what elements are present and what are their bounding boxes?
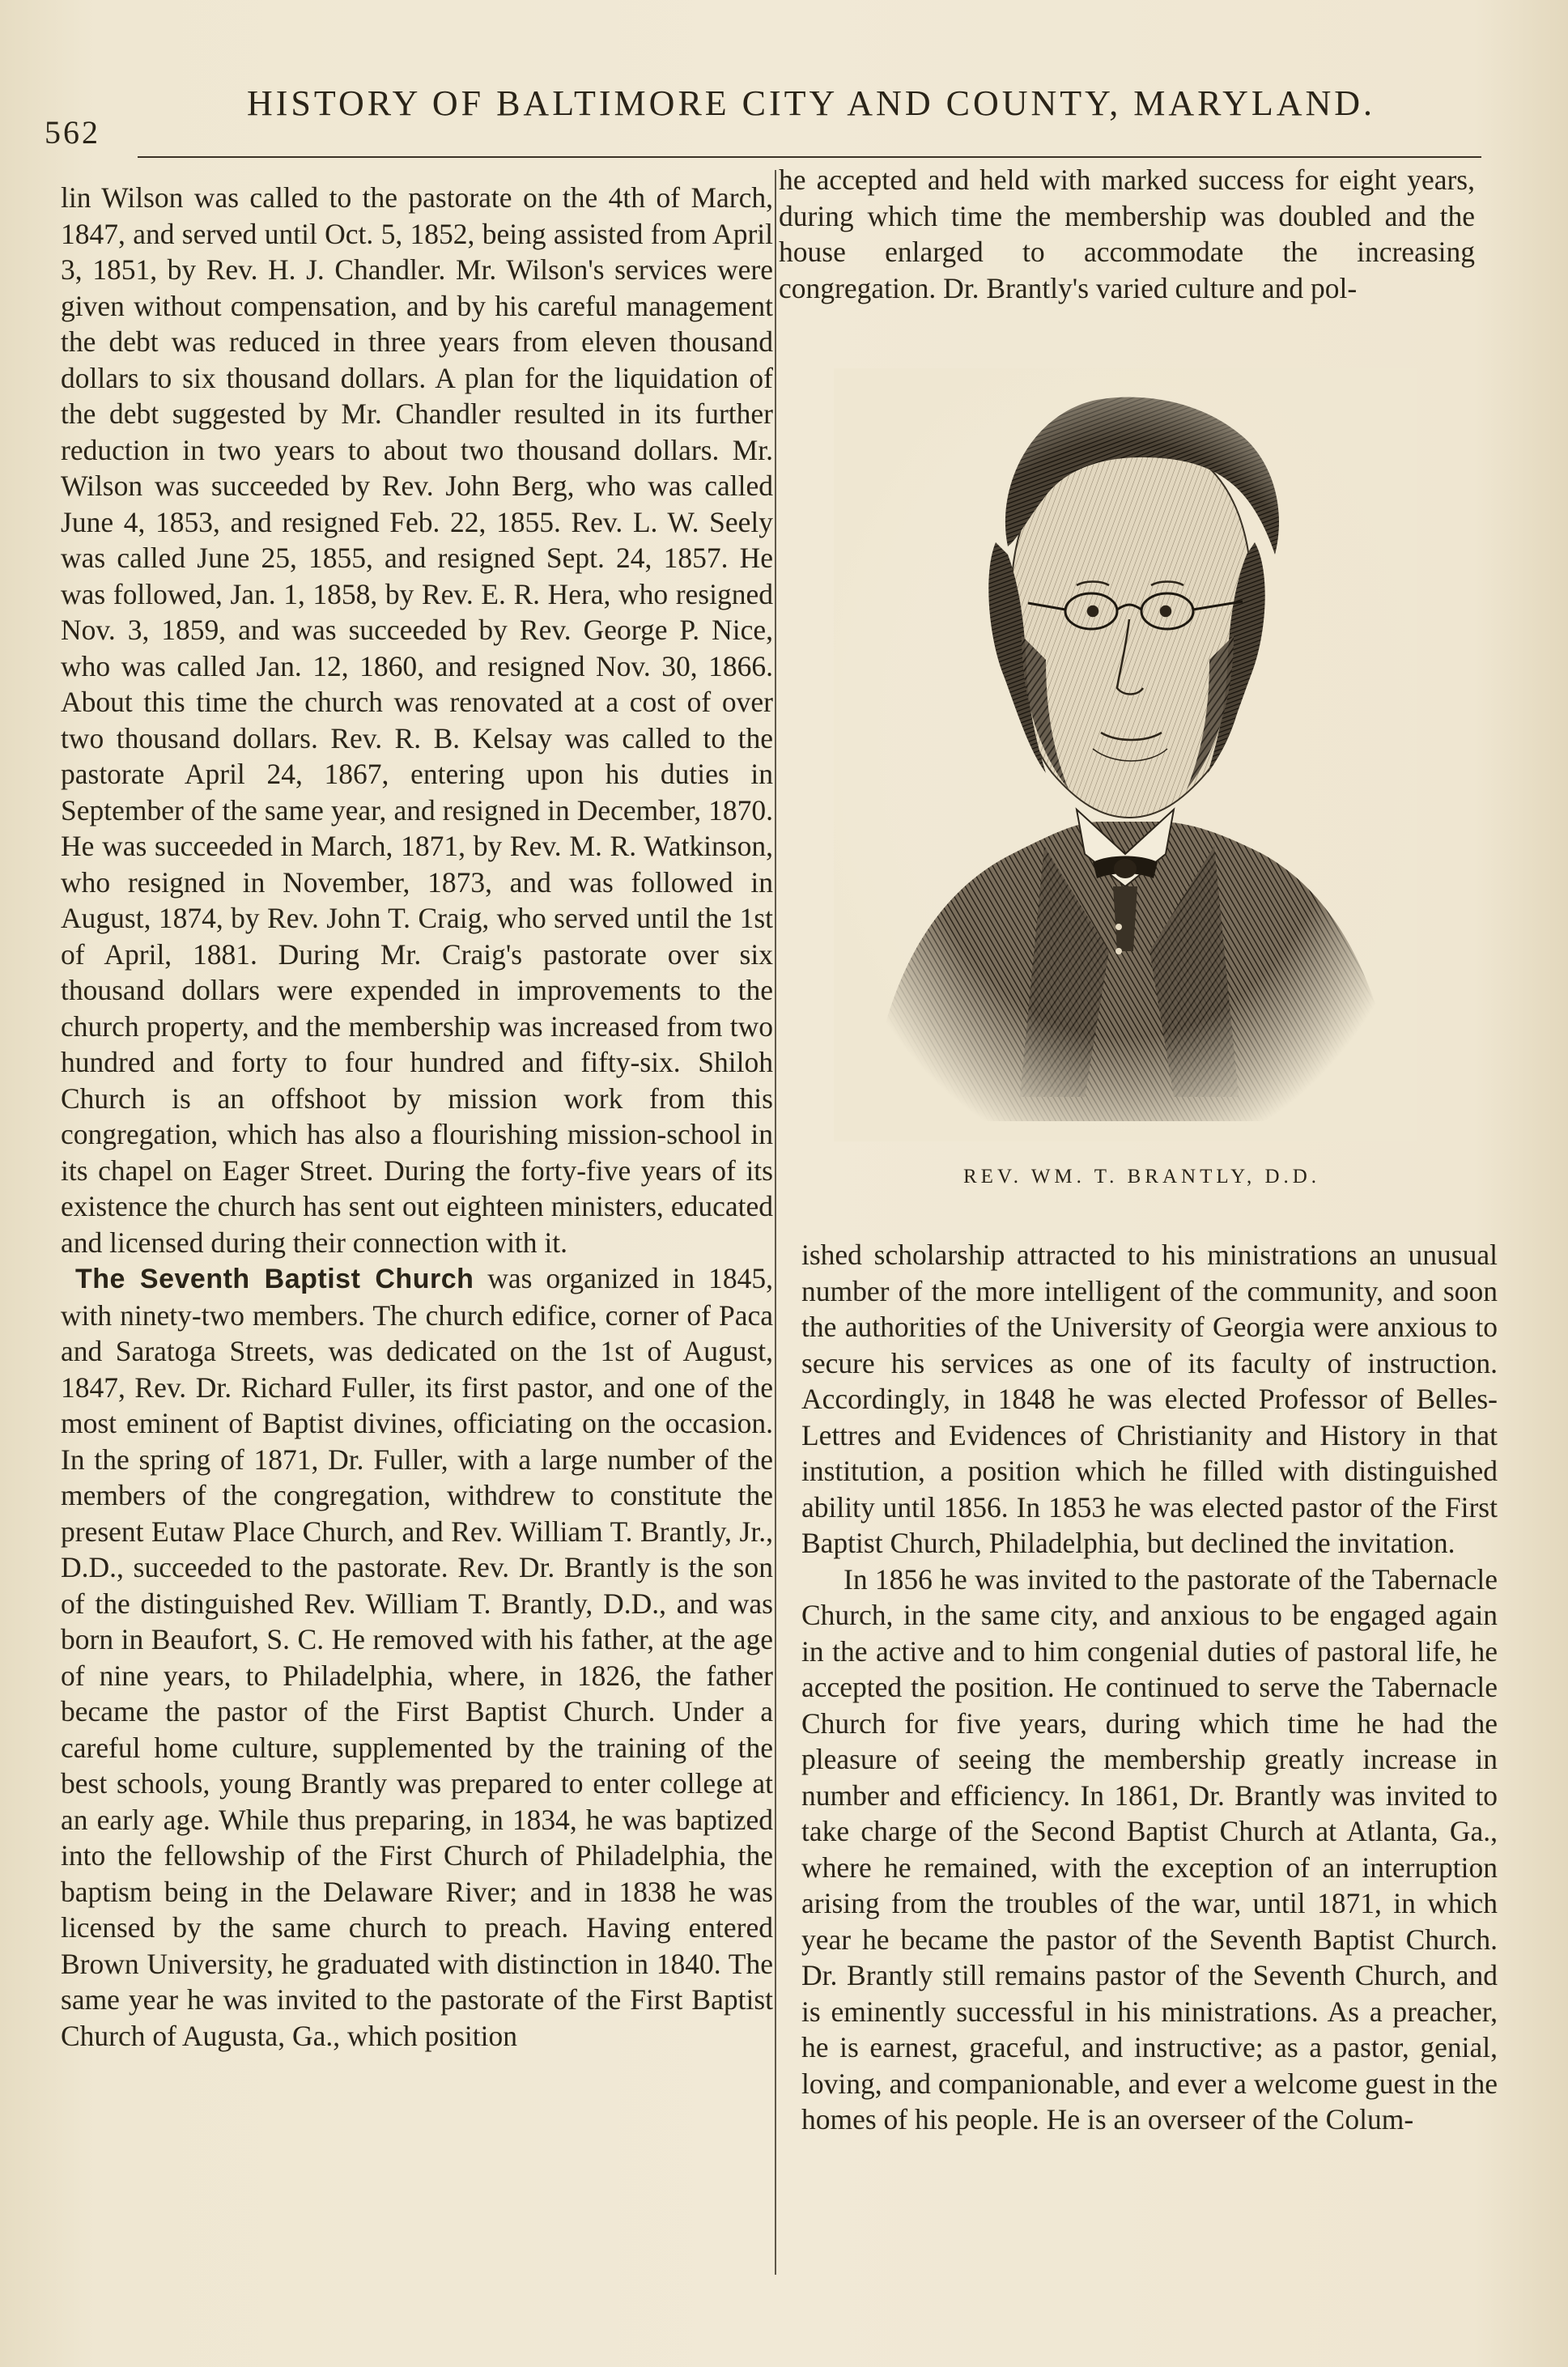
running-title: HISTORY OF BALTIMORE CITY AND COUNTY, MARYLAND. bbox=[247, 83, 1376, 123]
paragraph-seventh-baptist bbox=[61, 1260, 773, 2054]
left-column bbox=[61, 180, 773, 2054]
portrait-caption: REV. WM. T. BRANTLY, D.D. bbox=[963, 1166, 1321, 1188]
page-header bbox=[45, 83, 1485, 151]
portrait-engraving bbox=[834, 368, 1417, 1141]
column-divider bbox=[775, 170, 776, 2275]
page-number: 562 bbox=[45, 114, 100, 151]
section-lead-in: The Seventh Baptist Church bbox=[75, 1264, 474, 1294]
paragraph-tabernacle: In 1856 he was invited to the pastorate of the Tabernacle Church, in the same city, and anxious to be engaged again in the active and to him congenial duties of pastoral life, he accepted the position. He continued to serve the Tabernacle Church for five years, during which time he had the pleasure of seeing the membership greatly increase in number and efficiency. In 1861, Dr. Brantly was invited to take charge of the Second Baptist Church at Atlanta, Ga., where he remained, with the exception of an interruption arising from the troubles of the war, until 1871, in which year he became the pastor of the Seventh Baptist Church. Dr. Brantly still remains pastor of the Seventh Church, and is eminently successful in his ministrations. As a preacher, he is earnest, graceful, and instructive; as a pastor, genial, loving, and companionable, and ever a welcome guest in the homes of his people. He is an overseer of the Colum- bbox=[801, 1562, 1498, 2135]
header-rule bbox=[138, 156, 1481, 158]
paragraph-seventh-baptist-text: was organized in 1845, with ninety-two members. The church edifice, corner of Paca and Saratoga Streets, was dedicated on the 1st of August, 1847, Rev. Dr. Richard Fuller, its first pastor, and one of the most eminent of Baptist divines, officiating on the occasion. In the spring of 1871, Dr. Fuller, with a large number of the members of the congregation, withdrew to constitute the present Eutaw Place Church, and Rev. William T. Brantly, Jr., D.D., succeeded to the pastorate. Rev. Dr. Brantly is the son of the distinguished Rev. William T. Brantly, D.D., and was born in Beaufort, S. C. He removed with his father, at the age of nine years, to Philadelphia, where, in 1826, the father became the pastor of the First Baptist Church. Under a careful home culture, supplemented by the training of the best schools, young Brantly was prepared to enter college at an early age. While thus preparing, in 1834, he was baptized into the fellowship of the First Church of Philadelphia, the baptism being in the Delaware River; and in 1838 he was licensed by the same church to preach. Having entered Brown University, he graduated with distinction in 1840. The same year he was invited to the pastorate of the First Baptist Church of Augusta, Ga., which position bbox=[61, 1262, 774, 2052]
right-column-bottom bbox=[801, 1237, 1498, 2138]
paragraph-wilson-pastorate: lin Wilson was called to the pastorate on the 4th of March, 1847, and served until Oct. 5, 1852, being assisted from April 3, 1851, by Rev. H. J. Chandler. Mr. Wilson's services were given without compensation, and by his careful management the debt was reduced in three years from eleven thousand dollars to six thousand dollars. A plan for the liquidation of the debt suggested by Mr. Chandler resulted in its further reduction in two years to about two thousand dollars. Mr. Wilson was succeeded by Rev. John Berg, who was called June 4, 1853, and resigned Feb. 22, 1855. Rev. L. W. Seely was called June 25, 1855, and resigned Sept. 24, 1857. He was followed, Jan. 1, 1858, by Rev. E. R. Hera, who resigned Nov. 3, 1859, and was succeeded by Rev. George P. Nice, who was called Jan. 12, 1860, and resigned Nov. 30, 1866. About this time the church was renovated at a cost of over two thousand dollars. Rev. R. B. Kelsay was called to the pastorate April 24, 1867, entering upon his duties in September of the same year, and resigned in December, 1870. He was succeeded in March, 1871, by Rev. M. R. Watkinson, who resigned in November, 1873, and was followed in August, 1874, by Rev. John T. Craig, who served until the 1st of April, 1881. During Mr. Craig's pastorate over six thousand dollars were expended in improvements to the church property, and the membership was increased from two hundred and forty to four hundred and fifty-six. Shiloh Church is an offshoot by mission work from this congregation, which has also a flourishing mission-school in its chapel on Eager Street. During the forty-five years of its existence the church has sent out eighteen ministers, educated and licensed during their connection with it. bbox=[61, 181, 773, 1259]
paragraph-scholarship: ished scholarship attracted to his ministrations an unusual number of the more intelligent of the community, and soon the authorities of the University of Georgia were anxious to secure his services as one of its faculty of instruction. Accordingly, in 1848 he was elected Professor of Belles-Lettres and Evidences of Christianity and History in that institution, a position which he filled with distinguished ability until 1856. In 1853 he was elected pastor of the First Baptist Church, Philadelphia, but declined the invitation. bbox=[801, 1239, 1498, 1559]
right-column-top bbox=[779, 162, 1475, 306]
paragraph-augusta-continued: he accepted and held with marked success for eight years, during which time the membership was doubled and the house enlarged to accommodate the increasing congregation. Dr. Brantly's varied culture and pol- bbox=[779, 164, 1475, 304]
